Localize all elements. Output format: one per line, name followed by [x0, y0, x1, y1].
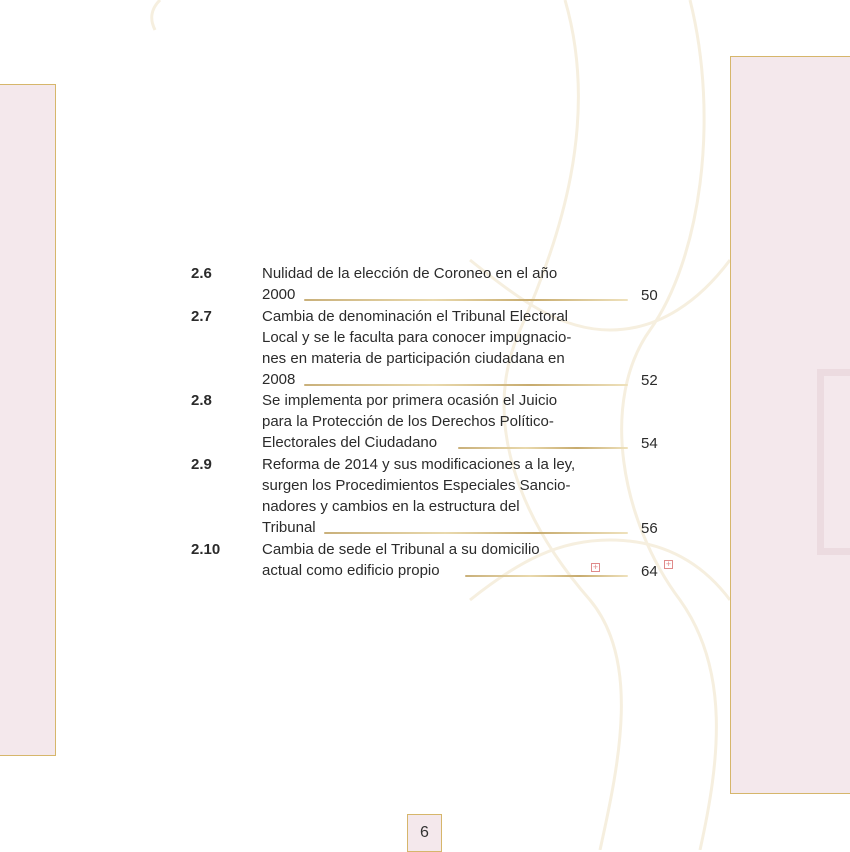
toc-leader-line	[465, 575, 628, 577]
toc-entry-title	[262, 306, 602, 390]
toc-title-line: surgen los Procedimientos Especiales Sancio-	[262, 477, 571, 494]
toc-leader-line	[304, 299, 628, 301]
page-number: 6	[407, 814, 442, 852]
toc-entry-number: 2.9	[191, 456, 212, 473]
toc-entry-title	[262, 390, 602, 453]
toc-title-line: para la Protección de los Derechos Político-	[262, 413, 554, 430]
toc-title-line: Nulidad de la elección de Coroneo en el año	[262, 265, 558, 282]
toc-title-line: Se implementa por primera ocasión el Juicio	[262, 392, 558, 409]
toc-title-line: 2000	[262, 286, 296, 303]
link-marker-icon[interactable]: +	[592, 562, 599, 572]
toc-title-line: actual como edificio propio	[262, 562, 440, 579]
toc-title-line: Cambia de denominación el Tribunal Electoral	[262, 308, 569, 325]
toc-entry-number: 2.10	[191, 541, 221, 558]
toc-title-line: 2008	[262, 371, 296, 388]
toc-title-line: Cambia de sede el Tribunal a su domicilio	[262, 541, 540, 558]
toc-entry-number: 2.7	[191, 308, 212, 325]
toc-entry-number: 2.8	[191, 392, 212, 409]
toc-title-line: Electorales del Ciudadano	[262, 434, 438, 451]
toc-leader-line	[324, 532, 628, 534]
toc-title-line: Reforma de 2014 y sus modificaciones a la ley,	[262, 456, 576, 473]
toc-title-line: nes en materia de participación ciudadana en	[262, 350, 565, 367]
toc-entry-number: 2.6	[191, 265, 212, 282]
toc-title-line: Local y se le faculta para conocer impugnacio-	[262, 329, 572, 346]
toc-title-line: Tribunal	[262, 519, 316, 536]
toc-leader-line	[458, 447, 628, 449]
toc-title-line: nadores y cambios en la estructura del	[262, 498, 520, 515]
toc-entry-page: 52	[641, 372, 658, 389]
toc-entry-page: 64	[641, 563, 658, 580]
toc-entry-page: 54	[641, 435, 658, 452]
link-marker-icon[interactable]: +	[665, 559, 672, 569]
toc-entry-page: 50	[641, 287, 658, 304]
toc-leader-line	[304, 384, 628, 386]
toc-entry-page: 56	[641, 520, 658, 537]
toc-entry-title	[262, 454, 602, 538]
